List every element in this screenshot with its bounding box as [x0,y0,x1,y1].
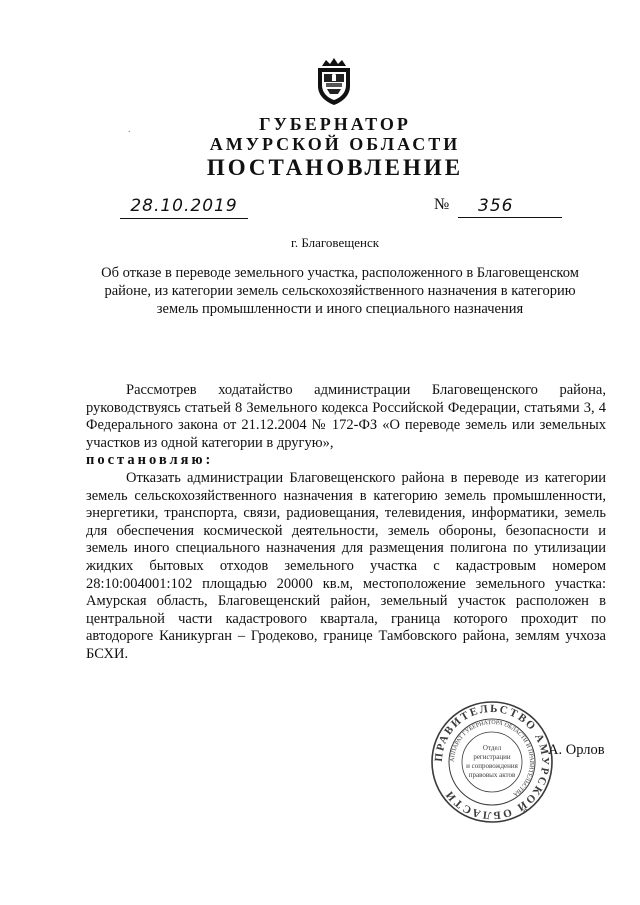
stamp-center-line: и сопровождения [466,762,518,770]
preamble-paragraph: Рассмотрев ходатайство администрации Благовещенского района, руководствуясь статьей 8 Земельного кодекса Российской Федерации, статьями 3, 4 Федерального закона от 21.12.2004 № 172-ФЗ «О переводе земель или земельных участков из одной категории в другую», [86,382,606,451]
document-city: г. Благовещенск [290,235,380,250]
document-body [86,382,606,664]
stamp-center-line: Отдел [482,744,502,752]
scan-mark: . [128,124,131,135]
stamp-center-line: регистрации [473,753,511,761]
decision-paragraph: Отказать администрации Благовещенского района в переводе из категории земель сельскохозяйственного назначения в категорию земель промышленности, энергетики, транспорта, связи, радиовещания, телевидения, информатики, земель для обеспечения космической деятельности, земель обороны, безопасности и земель иного специального назначения для размещения полигона по утилизации жидких бытовых отходов земельного участка с кадастровым номером 28:10:004001:102 площадью 20000 кв.м, местоположение земельного участка: Амурская область, Благовещенский район, земельный участок расположен в центральной части кадастрового квартала, граница которого проходит по автодороге Каникурган – Гродеково, границе Тамбовского района, землям учхоза БСХИ. [86,469,606,662]
signatory-name: А. Орлов [548,742,605,758]
document-type-title: ПОСТАНОВЛЕНИЕ [206,155,464,180]
decree-word: постановляю: [86,452,214,469]
header-title-region: АМУРСКОЙ ОБЛАСТИ [209,134,461,154]
official-stamp [430,700,554,824]
document-date: 28.10.2019 [120,196,248,219]
coat-of-arms-icon [312,56,356,106]
stamp-ring-text: ПРАВИТЕЛЬСТВО АМУРСКОЙ ОБЛАСТИ [432,702,552,822]
document-number: 356 [458,196,562,218]
header-title-governor: ГУБЕРНАТОР [259,114,411,134]
document-subject: Об отказе в переводе земельного участка, расположенного в Благовещенском районе, из категории земель сельскохозяйственного назначения в категорию земель промышленности и иного специального назначения [101,265,579,317]
stamp-inner-text: АППАРАТ ГУБЕРНАТОРА ОБЛАСТИ И ПРАВИТЕЛЬСТВА [449,719,535,798]
stamp-center-line: правовых актов [468,771,516,779]
number-sign: № [434,196,450,213]
